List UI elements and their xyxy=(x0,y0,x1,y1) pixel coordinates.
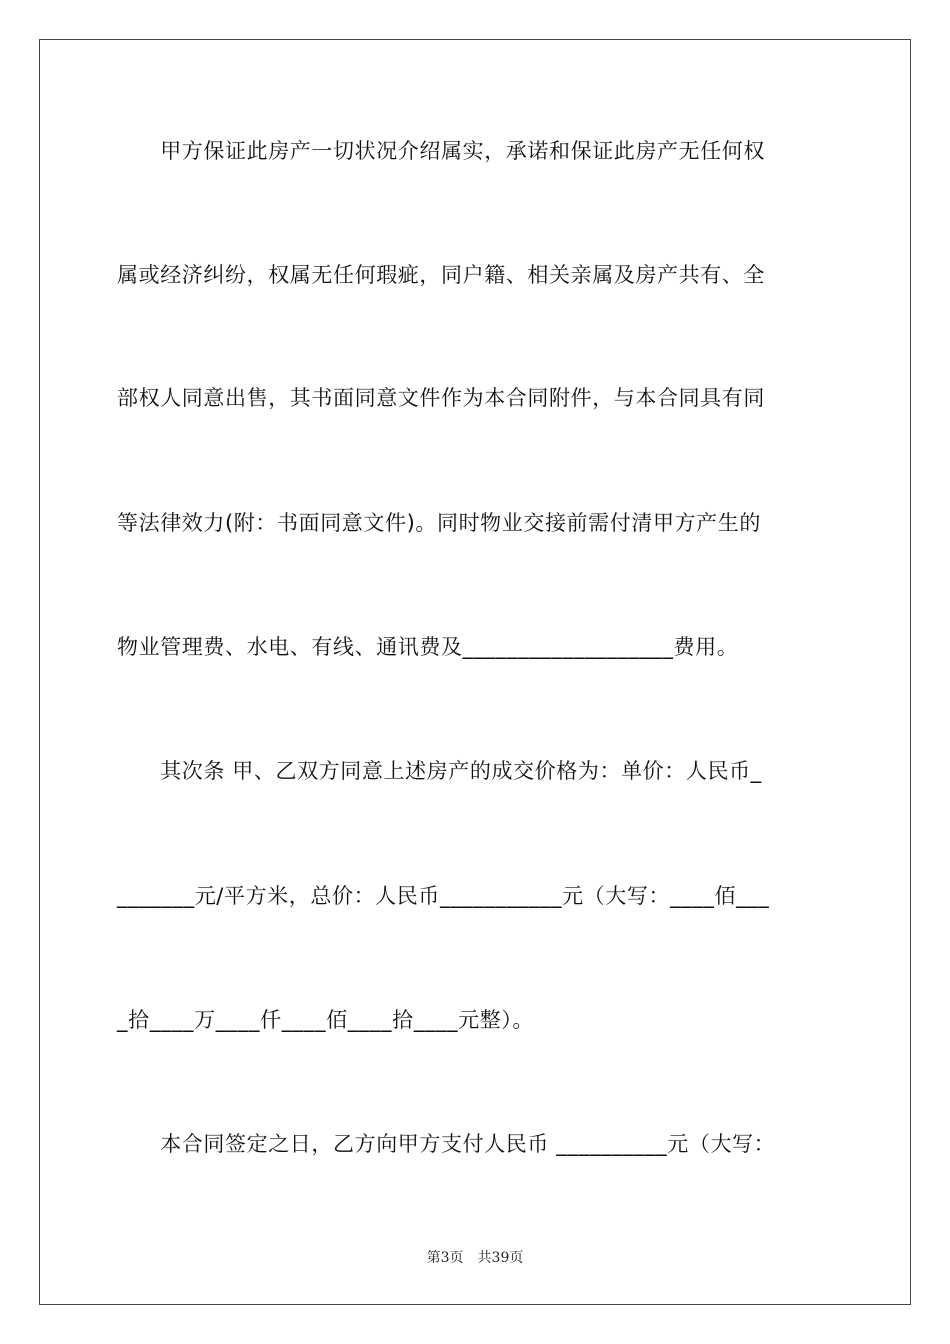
paragraph-line-1: 甲方保证此房产一切状况介绍属实，承诺和保证此房产无任何权 xyxy=(117,139,765,163)
paragraph-line-2: 属或经济纠纷，权属无任何瑕疵，同户籍、相关亲属及房产共有、全 xyxy=(117,263,765,287)
page-border xyxy=(39,39,911,1305)
paragraph-line-5: 物业管理费、水电、有线、通讯费及___________________费用。 xyxy=(117,635,739,659)
page-number-footer: 第3页 共39页 xyxy=(426,1250,524,1266)
paragraph-line-4: 等法律效力(附：书面同意文件)。同时物业交接前需付清甲方产生的 xyxy=(117,511,761,535)
paragraph-line-3: 部权人同意出售，其书面同意文件作为本合同附件，与本合同具有同 xyxy=(117,386,765,410)
paragraph-line-7: _______元/平方米，总价：人民币___________元（大写：____佰___ xyxy=(117,884,770,908)
paragraph-line-8: _拾____万____仟____佰____拾____元整）。 xyxy=(117,1008,534,1032)
paragraph-line-6: 其次条 甲、乙双方同意上述房产的成交价格为：单价：人民币_ xyxy=(117,759,762,783)
paragraph-line-9: 本合同签定之日，乙方向甲方支付人民币 __________元（大写： xyxy=(117,1132,776,1156)
